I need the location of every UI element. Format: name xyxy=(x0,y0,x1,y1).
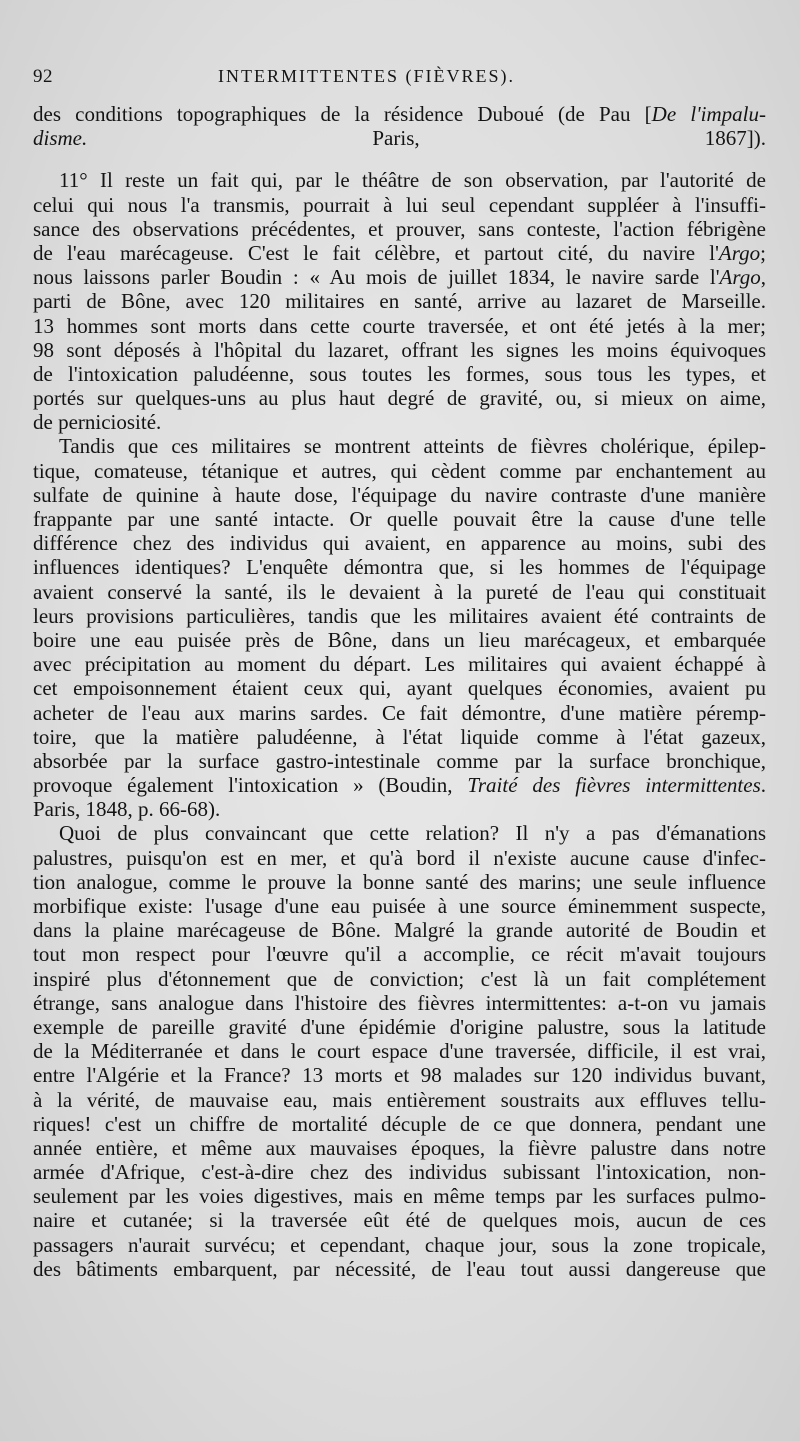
text-line: des conditions topographiques de la résidence Duboué (de Pau [De l'impalu- xyxy=(33,102,766,126)
text-line: sance des observations précédentes, et prouver, sans conteste, l'action fébrigène xyxy=(33,216,766,241)
text-line: tout mon respect pour l'œuvre qu'il a accomplie, ce récit m'avait toujours xyxy=(33,942,766,967)
text-line: palustres, puisqu'on est en mer, et qu'à bord il n'existe aucune cause d'infec- xyxy=(33,845,766,870)
text-line: à la vérité, de mauvaise eau, mais entièrement soustraits aux effluves tellu- xyxy=(33,1087,766,1112)
text-line: avec précipitation au moment du départ. Les militaires qui avaient échappé à xyxy=(33,652,766,677)
running-title: INTERMITTENTES (FIÈVRES). xyxy=(218,66,515,86)
text-line: avaient conservé la santé, ils le devaient à la pureté de l'eau qui constituait xyxy=(33,579,766,604)
text-line: celui qui nous l'a transmis, pourrait à lui seul cependant suppléer à l'insuffi- xyxy=(33,192,766,217)
text-line: disme. Paris, 1867]). xyxy=(33,126,766,151)
text-line: naire et cutanée; si la traversée eût été de quelques mois, aucun de ces xyxy=(33,1208,766,1233)
text-line: armée d'Afrique, c'est-à-dire chez des individus subissant l'intoxication, non- xyxy=(33,1160,766,1185)
text-line: cet empoisonnement étaient ceux qui, ayant quelques économies, avaient pu xyxy=(33,676,766,701)
text-line: de perniciosité. xyxy=(33,410,162,435)
text-line: parti de Bône, avec 120 militaires en santé, arrive au lazaret de Marseille. xyxy=(33,289,766,314)
text-line: Quoi de plus convaincant que cette relation? Il n'y a pas d'émanations xyxy=(59,821,766,846)
text-line: tique, comateuse, tétanique et autres, qui cèdent comme par enchantement au xyxy=(33,458,766,483)
text-line: portés sur quelques-uns au plus haut degré de gravité, ou, si mieux on aime, xyxy=(33,386,766,411)
text-line: provoque également l'intoxication » (Boudin, Traité des fièvres intermittentes. xyxy=(33,773,766,798)
text-line: Tandis que ces militaires se montrent atteints de fièvres cholérique, épilep- xyxy=(59,434,766,459)
body-text xyxy=(33,102,766,1281)
text-line: nous laissons parler Boudin : « Au mois de juillet 1834, le navire sarde l'Argo, xyxy=(33,265,766,290)
page-number: 92 xyxy=(33,66,53,87)
text-line: étrange, sans analogue dans l'histoire des fièvres intermittentes: a-t-on vu jamais xyxy=(33,990,766,1015)
text-line: exemple de pareille gravité d'une épidémie d'origine palustre, sous la latitude xyxy=(33,1014,766,1039)
text-line: 11° Il reste un fait qui, par le théâtre de son observation, par l'autorité de xyxy=(59,168,766,193)
text-line: passagers n'aurait survécu; et cependant, chaque jour, sous la zone tropicale, xyxy=(33,1232,766,1257)
text-line: tion analogue, comme le prouve la bonne santé des marins; une seule influence xyxy=(33,869,766,894)
text-line: inspiré plus d'étonnement que de conviction; c'est là un fait complétement xyxy=(33,966,766,991)
text-line: 98 sont déposés à l'hôpital du lazaret, offrant les signes les moins équivoques xyxy=(33,337,766,362)
text-line: frappante par une santé intacte. Or quelle pouvait être la cause d'une telle xyxy=(33,507,766,531)
text-line: boire une eau puisée près de Bône, dans un lieu marécageux, et embarquée xyxy=(33,627,766,652)
text-line: 13 hommes sont morts dans cette courte traversée, et ont été jetés à la mer; xyxy=(33,313,766,338)
text-line: absorbée par la surface gastro-intestinale comme par la surface bronchique, xyxy=(33,748,766,773)
text-line: acheter de l'eau aux marins sardes. Ce fait démontre, d'une matière péremp- xyxy=(33,700,766,725)
text-line: Paris, 1848, p. 66-68). xyxy=(33,797,221,822)
text-line: toire, que la matière paludéenne, à l'état liquide comme à l'état gazeux, xyxy=(33,724,766,749)
page-header xyxy=(33,66,760,96)
paragraph-gap xyxy=(33,150,766,168)
text-line: riques! c'est un chiffre de mortalité décuple de ce que donnera, pendant une xyxy=(33,1111,766,1136)
text-line: dans la plaine marécageuse de Bône. Malgré la grande autorité de Boudin et xyxy=(33,918,766,943)
text-line: année entière, et même aux mauvaises époques, la fièvre palustre dans notre xyxy=(33,1135,766,1160)
text-line: sulfate de quinine à haute dose, l'équipage du navire contraste d'une manière xyxy=(33,482,766,507)
text-line: des bâtiments embarquent, par nécessité, de l'eau tout aussi dangereuse que xyxy=(33,1256,766,1281)
text-line: morbifique existe: l'usage d'une eau puisée à une source éminemment suspecte, xyxy=(33,894,766,918)
text-line: seulement par les voies digestives, mais en même temps par les surfaces pulmo- xyxy=(33,1184,766,1209)
text-line: de l'intoxication paludéenne, sous toutes les formes, sous tous les types, et xyxy=(33,361,766,386)
text-line: de l'eau marécageuse. C'est le fait célèbre, et partout cité, du navire l'Argo; xyxy=(33,240,766,265)
text-line: influences identiques? L'enquête démontra que, si les hommes de l'équipage xyxy=(33,555,766,580)
text-line: entre l'Algérie et la France? 13 morts et 98 malades sur 120 individus buvant, xyxy=(33,1063,766,1088)
text-line: de la Méditerranée et dans le court espace d'une traversée, difficile, il est vrai, xyxy=(33,1039,766,1064)
text-line: différence chez des individus qui avaient, en apparence au moins, subi des xyxy=(33,531,766,556)
text-line: leurs provisions particulières, tandis que les militaires avaient été contraints de xyxy=(33,603,766,628)
